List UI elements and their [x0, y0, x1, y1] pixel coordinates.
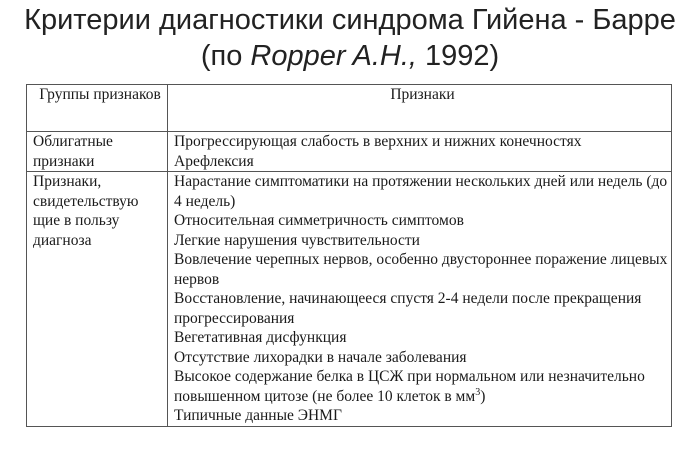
sign-item: Легкие нарушения чувствительности: [174, 231, 420, 249]
sign-item: Относительная симметричность симптомов: [174, 212, 464, 229]
title-line-2: [0, 38, 700, 74]
sign-item: Прогрессирующая слабость в верхних и нижних конечностях: [174, 133, 582, 150]
signs-supporting: [168, 172, 672, 427]
group-obligatory: Облигатные признаки: [27, 132, 168, 172]
sign-csf-close: ): [480, 387, 486, 405]
group-supporting: Признаки, свидетельствую щие в пользу диагноза: [27, 172, 168, 427]
sign-item: Нарастание симптоматики на протяжении нескольких дней или недель (до 4 недель): [174, 173, 668, 210]
header-signs: Признаки: [168, 85, 672, 132]
signs-obligatory: [168, 132, 672, 172]
table-header-row: [27, 85, 672, 132]
table-row-obligatory: [27, 132, 672, 172]
sign-item-csf: [174, 367, 671, 406]
title-author: Ropper A.H.,: [250, 40, 417, 72]
superscript-3: 3: [475, 386, 481, 398]
sign-item: Типичные данные ЭНМГ: [174, 407, 342, 424]
sign-item: Отсутствие лихорадки в начале заболевания: [174, 348, 467, 366]
title-suffix: 1992): [416, 40, 500, 72]
sign-item: Восстановление, начинающееся спустя 2-4 недели после прекращения прогрессирования: [174, 290, 642, 327]
sign-csf-text: Высокое содержание белка в ЦСЖ при нормальном или незначительно повышенном цитозе (не более 10 клеток в мм: [174, 368, 645, 405]
sign-item: Арефлексия: [174, 152, 254, 170]
sign-item: Вовлечение черепных нервов, особенно двустороннее поражение лицевых нервов: [174, 251, 668, 288]
header-group: Группы признаков: [27, 85, 168, 132]
title-prefix: (по: [200, 40, 251, 72]
criteria-table: [26, 84, 672, 427]
title-line-1: Критерии диагностики синдрома Гийена - Барре: [24, 4, 676, 36]
slide-title: [0, 2, 700, 74]
table-row-supporting: [27, 172, 672, 427]
sign-item: Вегетативная дисфункция: [174, 329, 347, 346]
